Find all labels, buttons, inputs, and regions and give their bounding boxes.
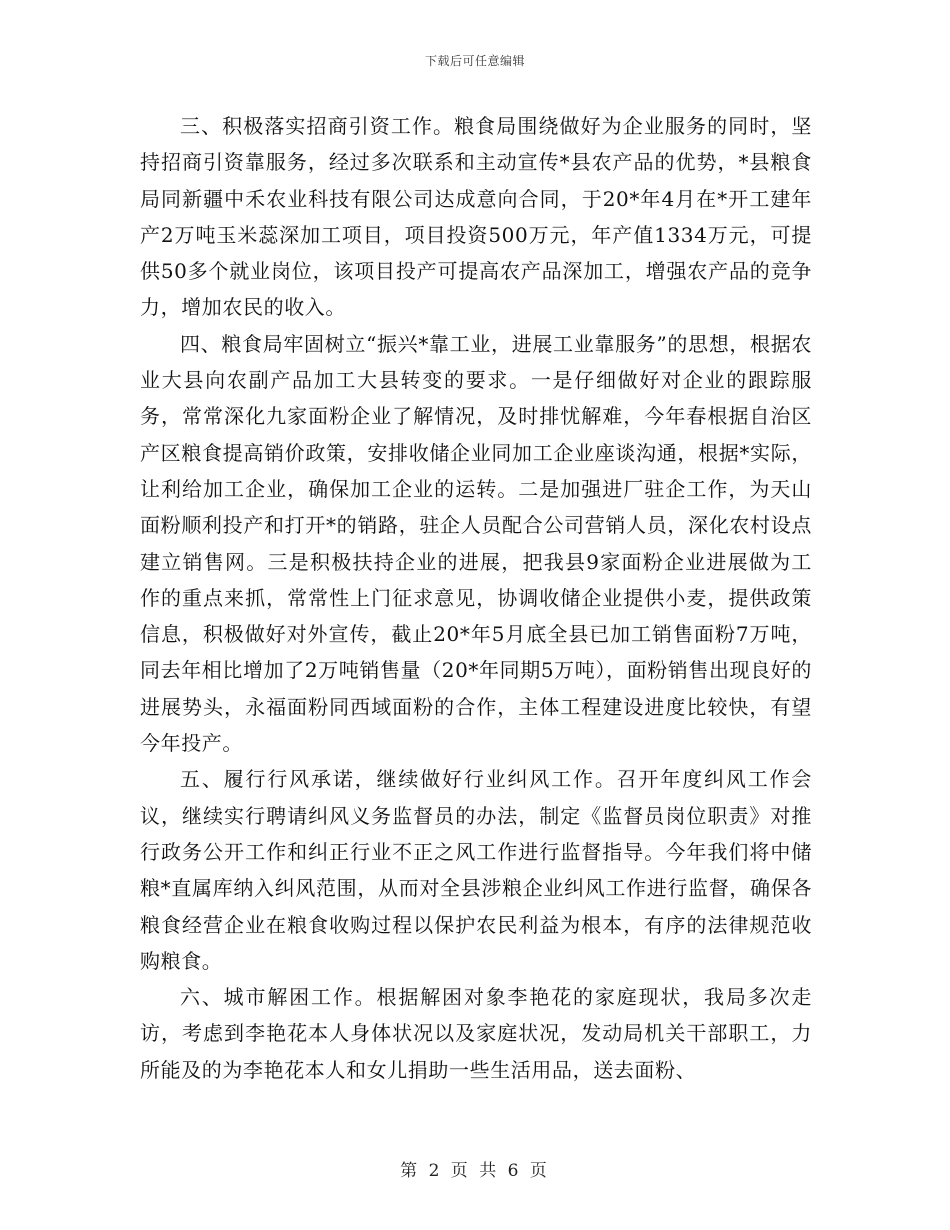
document-body xyxy=(140,108,812,1088)
paragraph-poverty-relief: 六、城市解困工作。根据解困对象李艳花的家庭现状，我局多次走访，考虑到李艳花本人身体状况以及家庭状况，发动局机关干部职工，力所能及的为李艳花本人和女儿捐助一些生活用品，送去面粉、 xyxy=(140,985,812,1082)
paragraph-industry-service: 四、粮食局牢固树立“振兴*靠工业，进展工业靠服务”的思想，根据农业大县向农副产品加工大县转变的要求。一是仔细做好对企业的跟踪服务，常常深化九家面粉企业了解情况，及时排忧解难，今年春根据自治区产区粮食提高销价政策，安排收储企业同加工企业座谈沟通，根据*实际，让利给加工企业，确保加工企业的运转。二是加强进厂驻企工作，为天山面粉顺利投产和打开*的销路，驻企人员配合公司营销人员，深化农村设点建立销售网。三是积极扶持企业的进展，把我县9家面粉企业进展做为工作的重点来抓，常常性上门征求意见，协调收储企业提供小麦，提供政策信息，积极做好对外宣传，截止20*年5月底全县已加工销售面粉7万吨，同去年相比增加了2万吨销售量（20*年同期5万吨），面粉销售出现良好的进展势头，永福面粉同西域面粉的合作，主体工程建设进度比较快，有望今年投产。 xyxy=(140,331,812,756)
paragraph-investment: 三、积极落实招商引资工作。粮食局围绕做好为企业服务的同时，坚持招商引资靠服务，经过多次联系和主动宣传*县农产品的优势，*县粮食局同新疆中禾农业科技有限公司达成意向合同，于20*年4月在*开工建年产2万吨玉米蕊深加工项目，项目投资500万元，年产值1334万元，可提供50多个就业岗位，该项目投产可提高农产品深加工，增强农产品的竞争力，增加农民的收入。 xyxy=(140,114,812,320)
page-number-footer: 第 2 页 共 6 页 xyxy=(400,1161,550,1181)
page-header: 下载后可任意编辑 xyxy=(424,54,525,68)
paragraph-conduct-commitment: 五、履行行风承诺，继续做好行业纠风工作。召开年度纠风工作会议，继续实行聘请纠风义务监督员的办法，制定《监督员岗位职责》对推行政务公开工作和纠正行业不正之风工作进行监督指导。今年我们将中储粮*直属库纳入纠风范围，从而对全县涉粮企业纠风工作进行监督，确保各粮食经营企业在粮食收购过程以保护农民利益为根本，有序的法律规范收购粮食。 xyxy=(140,767,812,973)
